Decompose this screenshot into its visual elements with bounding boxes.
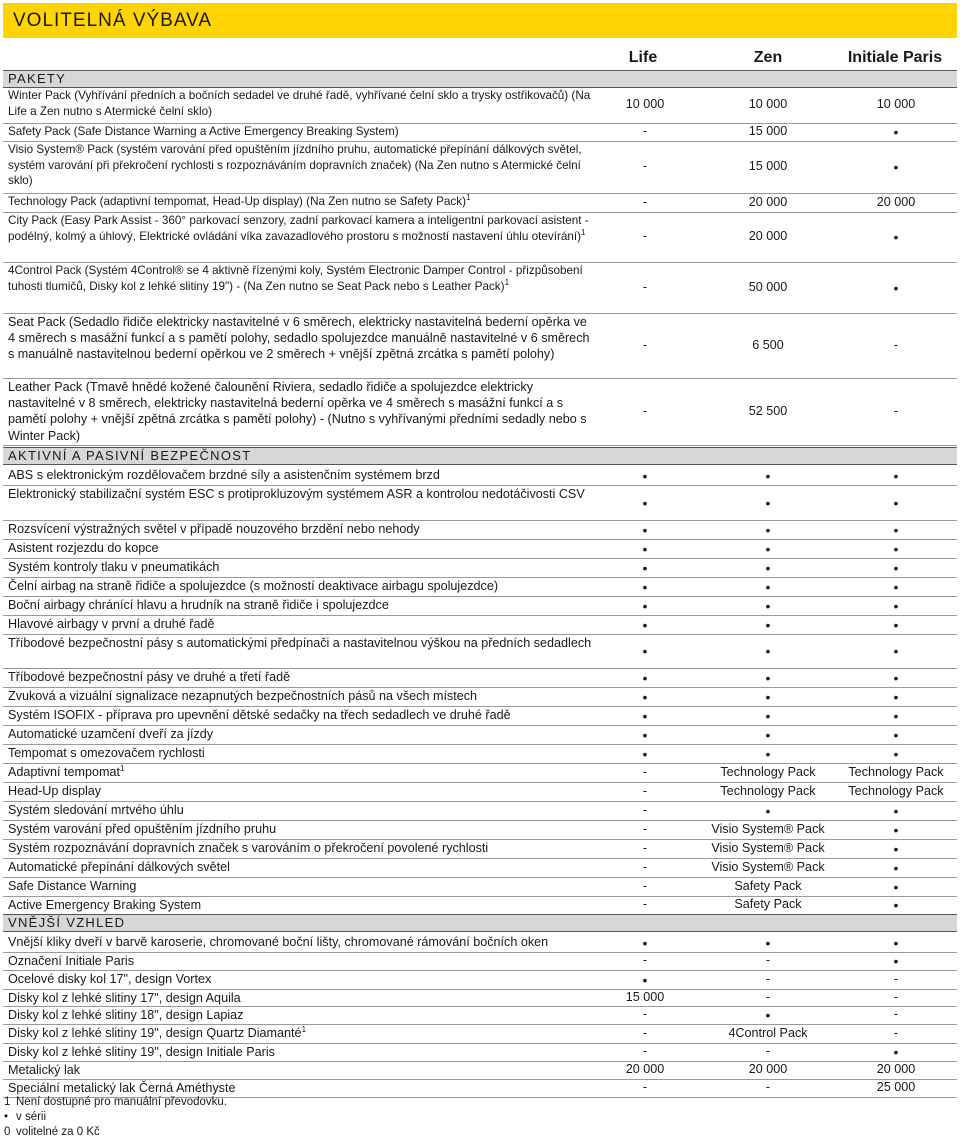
row-label — [8, 971, 593, 987]
cell-zen: 20 000 — [748, 229, 788, 243]
cell-zen: - — [765, 972, 771, 986]
row-label — [8, 263, 593, 294]
cell-zen: • — [765, 708, 771, 724]
cell-life: - — [642, 195, 648, 209]
row-label — [8, 1007, 593, 1023]
table-row — [3, 485, 957, 521]
cell-zen: - — [765, 1044, 771, 1058]
cell-initiale-paris: • — [893, 541, 899, 557]
row-label-text: Technology Pack (adaptivní tempomat, Head-Up display) (Na Zen nutno se Safety Pack) — [8, 195, 466, 208]
row-label — [8, 578, 593, 594]
cell-zen: 6 500 — [752, 338, 784, 352]
row-label — [8, 314, 593, 363]
row-label — [8, 88, 593, 119]
cell-zen: 10 000 — [748, 97, 788, 111]
footnote-marker: 1 — [120, 763, 125, 773]
cell-initiale-paris: 25 000 — [876, 1080, 916, 1094]
row-label — [8, 821, 593, 837]
cell-life: - — [642, 803, 648, 817]
cell-life: - — [642, 1026, 648, 1040]
cell-initiale-paris: 20 000 — [876, 1062, 916, 1076]
cell-zen: 15 000 — [748, 159, 788, 173]
cell-life: - — [642, 822, 648, 836]
table-row — [3, 193, 957, 213]
cell-initiale-paris: • — [893, 598, 899, 614]
cell-life: • — [642, 670, 648, 686]
cell-life: • — [642, 727, 648, 743]
cell-zen: • — [765, 495, 771, 511]
cell-life: - — [642, 229, 648, 243]
table-row — [3, 577, 957, 597]
cell-zen: Technology Pack — [720, 765, 816, 779]
row-label-text: Tříbodové bezpečnostní pásy ve druhé a třetí řadě — [8, 670, 291, 684]
row-label-text: Systém ISOFIX - příprava pro upevnění dětské sedačky na třech sedadlech ve druhé řadě — [8, 708, 511, 722]
cell-life: • — [642, 708, 648, 724]
cell-life: 15 000 — [625, 990, 665, 1004]
row-label-text: Automatické přepínání dálkových světel — [8, 860, 230, 874]
table-row — [3, 87, 957, 124]
row-label-text: Rozsvícení výstražných světel v případě nouzového brzdění nebo nehody — [8, 522, 420, 536]
cell-zen: • — [765, 541, 771, 557]
table-row — [3, 539, 957, 559]
cell-initiale-paris: • — [893, 879, 899, 895]
section-header — [3, 914, 957, 932]
cell-zen: Safety Pack — [734, 897, 802, 911]
row-label — [8, 726, 593, 742]
cell-initiale-paris: - — [893, 972, 899, 986]
cell-initiale-paris: • — [893, 617, 899, 633]
row-label-text: Seat Pack (Sedadlo řidiče elektricky nastavitelné v 6 směrech, elektricky nastavitelná bederní opěrka ve 4 směrech s masážní funkcí a s pamětí polohy, sedadlo spolujezdce manuálně nastavitelné v 6 směrech s manuálně nastavitelnou bederní opěrkou ve 2 směrech + vnější zpětná zrcátka s pamětí polohy) — [8, 315, 590, 362]
row-label-text: 4Control Pack (Systém 4Control® se 4 aktivně řízenými koly, Systém Electronic Damper Control - přizpůsobení tuhosti tlumičů, Disky kol z lehké slitiny 19") - (Na Zen nutno se Seat Pack nebo s Leather Pack) — [8, 264, 583, 293]
cell-zen: • — [765, 803, 771, 819]
row-label-text: Vnější kliky dveří v barvě karoserie, chromované boční lišty, chromované rámování bočních oken — [8, 935, 549, 949]
column-header-zen: Zen — [753, 49, 783, 66]
section-header — [3, 70, 957, 88]
row-label-text: Systém varování před opuštěním jízdního pruhu — [8, 822, 277, 836]
row-label-text: Safe Distance Warning — [8, 879, 137, 893]
table-row — [3, 933, 957, 953]
cell-life: - — [642, 879, 648, 893]
row-label — [8, 486, 593, 502]
row-label-text: Asistent rozjezdu do kopce — [8, 541, 159, 555]
table-row — [3, 634, 957, 669]
cell-initiale-paris: • — [893, 468, 899, 484]
cell-initiale-paris: • — [893, 841, 899, 857]
cell-life: - — [642, 953, 648, 967]
cell-zen: • — [765, 1007, 771, 1023]
cell-zen: - — [765, 1080, 771, 1094]
cell-life: - — [642, 860, 648, 874]
row-label-text: Tříbodové bezpečnostní pásy s automatickými předpínači a nastavitelnou výškou na předních sedadlech — [8, 636, 592, 650]
row-label-text: Automatické uzamčení dveří za jízdy — [8, 727, 214, 741]
row-label — [8, 1062, 593, 1078]
title-bar — [3, 3, 957, 38]
table-row — [3, 782, 957, 802]
cell-life: • — [642, 598, 648, 614]
cell-life: - — [642, 1007, 648, 1021]
cell-zen: • — [765, 935, 771, 951]
cell-zen: • — [765, 727, 771, 743]
cell-initiale-paris: 10 000 — [876, 97, 916, 111]
cell-initiale-paris: Technology Pack — [848, 765, 944, 779]
footnote: 0 volitelné za 0 Kč — [4, 1126, 100, 1138]
cell-initiale-paris: • — [893, 708, 899, 724]
cell-zen: • — [765, 560, 771, 576]
table-row — [3, 1024, 957, 1044]
cell-life: • — [642, 746, 648, 762]
row-label-text: Označení Initiale Paris — [8, 954, 134, 968]
row-label-text: Adaptivní tempomat — [8, 765, 121, 779]
row-label-text: ABS s elektronickým rozdělovačem brzdné síly a asistenčním systémem brzd — [8, 468, 440, 482]
cell-zen: • — [765, 468, 771, 484]
row-label — [8, 1025, 593, 1041]
cell-zen: 15 000 — [748, 124, 788, 138]
table-row — [3, 262, 957, 314]
row-label-text: Ocelové disky kol 17", design Vortex — [8, 972, 212, 986]
cell-initiale-paris: - — [893, 1007, 899, 1021]
section-title: VNĚJŠÍ VZHLED — [8, 915, 126, 930]
section-title: AKTIVNÍ A PASIVNÍ BEZPEČNOST — [8, 448, 252, 463]
row-label — [8, 669, 593, 685]
table-row — [3, 668, 957, 688]
row-label — [8, 559, 593, 575]
row-label-text: Boční airbagy chránící hlavu a hrudník na straně řidiče i spolujezdce — [8, 598, 389, 612]
cell-initiale-paris: • — [893, 1044, 899, 1060]
cell-zen: • — [765, 579, 771, 595]
cell-initiale-paris: • — [893, 689, 899, 705]
cell-initiale-paris: • — [893, 579, 899, 595]
row-label-text: Systém kontroly tlaku v pneumatikách — [8, 560, 220, 574]
row-label-text: Speciální metalický lak Černá Améthyste — [8, 1081, 236, 1095]
cell-initiale-paris: • — [893, 746, 899, 762]
cell-zen: - — [765, 953, 771, 967]
page-title: VOLITELNÁ VÝBAVA — [13, 10, 213, 31]
row-label-text: Čelní airbag na straně řidiče a spolujezdce (s možností deaktivace airbagu spolujezdce) — [8, 579, 499, 593]
table-row — [3, 989, 957, 1007]
row-label — [8, 934, 593, 950]
cell-initiale-paris: • — [893, 860, 899, 876]
table-row — [3, 123, 957, 142]
row-label — [8, 467, 593, 483]
footnote: • v sérii — [4, 1111, 47, 1123]
row-label — [8, 597, 593, 613]
cell-initiale-paris: • — [893, 822, 899, 838]
cell-life: - — [642, 280, 648, 294]
row-label-text: Winter Pack (Vyhřívání předních a bočních sedadel ve druhé řadě, vyhřívané čelní sklo a trysky ostřikovačů) (Na Life a Zen nutno s Atermické čelní sklo) — [8, 89, 591, 118]
table-row — [3, 1043, 957, 1062]
cell-zen: • — [765, 598, 771, 614]
row-label-text: City Pack (Easy Park Assist - 360° parkovací senzory, zadní parkovací kamera a inteligentní parkovací asistent - podélný, kolmý a úhlový, Elektrické ovládání víka zavazadlového prostoru s možností nastavení úhlu otevírání) — [8, 214, 589, 243]
table-row — [3, 615, 957, 635]
cell-zen: • — [765, 643, 771, 659]
row-label-text: Disky kol z lehké slitiny 17", design Aquila — [8, 991, 241, 1005]
cell-life: • — [642, 579, 648, 595]
cell-zen: Visio System® Pack — [711, 860, 825, 874]
row-label — [8, 635, 593, 651]
cell-initiale-paris: • — [893, 897, 899, 913]
cell-life: • — [642, 560, 648, 576]
row-label — [8, 1044, 593, 1060]
table-row — [3, 378, 957, 446]
cell-zen: 20 000 — [748, 1062, 788, 1076]
row-label — [8, 783, 593, 799]
row-label — [8, 124, 593, 140]
cell-life: • — [642, 617, 648, 633]
row-label-text: Visio System® Pack (systém varování před opuštěním jízdního pruhu, automatické přepínání dálkových světel, systém varování při překročení rychlosti s rozpoznáváním dopravních značek) (Na Zen nutno s Atermické čelní sklo) — [8, 143, 582, 188]
section-title: PAKETY — [8, 71, 67, 86]
cell-zen: 50 000 — [748, 280, 788, 294]
table-row — [3, 896, 957, 915]
row-label — [8, 1080, 593, 1096]
table-row — [3, 520, 957, 540]
table-row — [3, 970, 957, 990]
row-label-text: Leather Pack (Tmavě hnědé kožené čalounění Riviera, sedadlo řidiče a spolujezdce elektricky nastavitelné v 8 směrech, elektricky nastavitelná bederní opěrka ve 4 směrech s masážní funkcí a s pamětí polohy + vnější zpětná zrcátka s pamětí polohy) - (Nutno s vyhřívanými předními sedadly nebo s Winter Pack) — [8, 380, 587, 443]
cell-zen: • — [765, 689, 771, 705]
table-row — [3, 763, 957, 783]
footnote-marker: 1 — [504, 277, 510, 287]
table-row — [3, 706, 957, 726]
row-label — [8, 142, 593, 189]
row-label-text: Safety Pack (Safe Distance Warning a Active Emergency Breaking System) — [8, 125, 399, 138]
cell-life: 20 000 — [625, 1062, 665, 1076]
table-row — [3, 1006, 957, 1025]
table-row — [3, 725, 957, 745]
cell-life: • — [642, 495, 648, 511]
cell-initiale-paris: • — [893, 670, 899, 686]
row-label — [8, 707, 593, 723]
cell-initiale-paris: • — [893, 522, 899, 538]
table-row — [3, 558, 957, 578]
cell-zen: Technology Pack — [720, 784, 816, 798]
row-label — [8, 953, 593, 969]
cell-life: - — [642, 784, 648, 798]
table-row — [3, 858, 957, 878]
footnote-marker: 1 — [301, 1024, 307, 1034]
table-row — [3, 313, 957, 379]
cell-initiale-paris: • — [893, 229, 899, 245]
cell-life: - — [642, 404, 648, 418]
row-label-text: Metalický lak — [8, 1063, 81, 1077]
table-row — [3, 744, 957, 764]
footnote-marker: 1 — [466, 193, 471, 203]
table-row — [3, 687, 957, 707]
cell-initiale-paris: • — [893, 935, 899, 951]
cell-zen: 20 000 — [748, 195, 788, 209]
cell-life: - — [642, 338, 648, 352]
cell-initiale-paris: • — [893, 159, 899, 175]
cell-life: - — [642, 1044, 648, 1058]
table-row — [3, 596, 957, 616]
table-row — [3, 212, 957, 263]
row-label-text: Systém rozpoznávání dopravních značek s varováním o překročení povolené rychlosti — [8, 841, 489, 855]
table-row — [3, 839, 957, 859]
cell-initiale-paris: • — [893, 953, 899, 969]
cell-initiale-paris: • — [893, 803, 899, 819]
row-label — [8, 194, 593, 210]
row-label — [8, 897, 593, 913]
cell-life: - — [642, 897, 648, 911]
row-label-text: Tempomat s omezovačem rychlosti — [8, 746, 205, 760]
cell-initiale-paris: - — [893, 990, 899, 1004]
cell-life: • — [642, 689, 648, 705]
row-label-text: Systém sledování mrtvého úhlu — [8, 803, 184, 817]
row-label — [8, 990, 593, 1006]
row-label-text: Hlavové airbagy v první a druhé řadě — [8, 617, 215, 631]
cell-zen: Visio System® Pack — [711, 822, 825, 836]
cell-zen: 52 500 — [748, 404, 788, 418]
row-label — [8, 540, 593, 556]
footnote-marker: 1 — [581, 227, 586, 237]
cell-life: - — [642, 1080, 648, 1094]
cell-life: - — [642, 159, 648, 173]
table-row — [3, 952, 957, 971]
row-label-text: Disky kol z lehké slitiny 19", design Initiale Paris — [8, 1045, 275, 1059]
cell-zen: • — [765, 522, 771, 538]
cell-zen: Safety Pack — [734, 879, 802, 893]
cell-initiale-paris: • — [893, 280, 899, 296]
cell-life: • — [642, 643, 648, 659]
cell-life: • — [642, 468, 648, 484]
cell-life: - — [642, 124, 648, 138]
row-label — [8, 379, 593, 444]
cell-life: • — [642, 541, 648, 557]
cell-initiale-paris: • — [893, 495, 899, 511]
table-row — [3, 877, 957, 897]
column-header-life: Life — [628, 49, 658, 66]
row-label — [8, 764, 593, 780]
row-label — [8, 802, 593, 818]
row-label-text: Zvuková a vizuální signalizace nezapnutých bezpečnostních pásů na všech místech — [8, 689, 478, 703]
footnote: 1 Není dostupné pro manuální převodovku. — [4, 1096, 227, 1108]
row-label-text: Active Emergency Braking System — [8, 898, 202, 912]
cell-zen: 4Control Pack — [728, 1026, 808, 1040]
cell-zen: - — [765, 990, 771, 1004]
cell-initiale-paris: - — [893, 1026, 899, 1040]
row-label-text: Disky kol z lehké slitiny 19", design Quartz Diamanté — [8, 1026, 302, 1040]
cell-initiale-paris: - — [893, 338, 899, 352]
cell-initiale-paris: • — [893, 124, 899, 140]
column-header-initiale-paris: Initiale Paris — [847, 49, 943, 66]
row-label-text: Head-Up display — [8, 784, 102, 798]
cell-zen: • — [765, 670, 771, 686]
row-label — [8, 213, 593, 244]
row-label — [8, 840, 593, 856]
cell-life: • — [642, 935, 648, 951]
table-row — [3, 801, 957, 821]
cell-life: • — [642, 972, 648, 988]
row-label — [8, 616, 593, 632]
cell-initiale-paris: 20 000 — [876, 195, 916, 209]
row-label-text: Disky kol z lehké slitiny 18", design Lapiaz — [8, 1008, 244, 1022]
table-row — [3, 820, 957, 840]
cell-initiale-paris: Technology Pack — [848, 784, 944, 798]
cell-life: 10 000 — [625, 97, 665, 111]
cell-initiale-paris: - — [893, 404, 899, 418]
row-label — [8, 745, 593, 761]
row-label — [8, 859, 593, 875]
table-row — [3, 141, 957, 194]
cell-zen: • — [765, 746, 771, 762]
row-label-text: Elektronický stabilizační systém ESC s protiprokluzovým systémem ASR a kontrolou nedotáčivosti CSV — [8, 487, 585, 501]
cell-life: - — [642, 841, 648, 855]
cell-initiale-paris: • — [893, 560, 899, 576]
row-label — [8, 688, 593, 704]
section-header — [3, 447, 957, 465]
table-row — [3, 1061, 957, 1080]
cell-initiale-paris: • — [893, 727, 899, 743]
cell-zen: Visio System® Pack — [711, 841, 825, 855]
cell-initiale-paris: • — [893, 643, 899, 659]
row-label — [8, 878, 593, 894]
cell-zen: • — [765, 617, 771, 633]
table-row — [3, 466, 957, 486]
cell-life: • — [642, 522, 648, 538]
row-label — [8, 521, 593, 537]
cell-life: - — [642, 765, 648, 779]
